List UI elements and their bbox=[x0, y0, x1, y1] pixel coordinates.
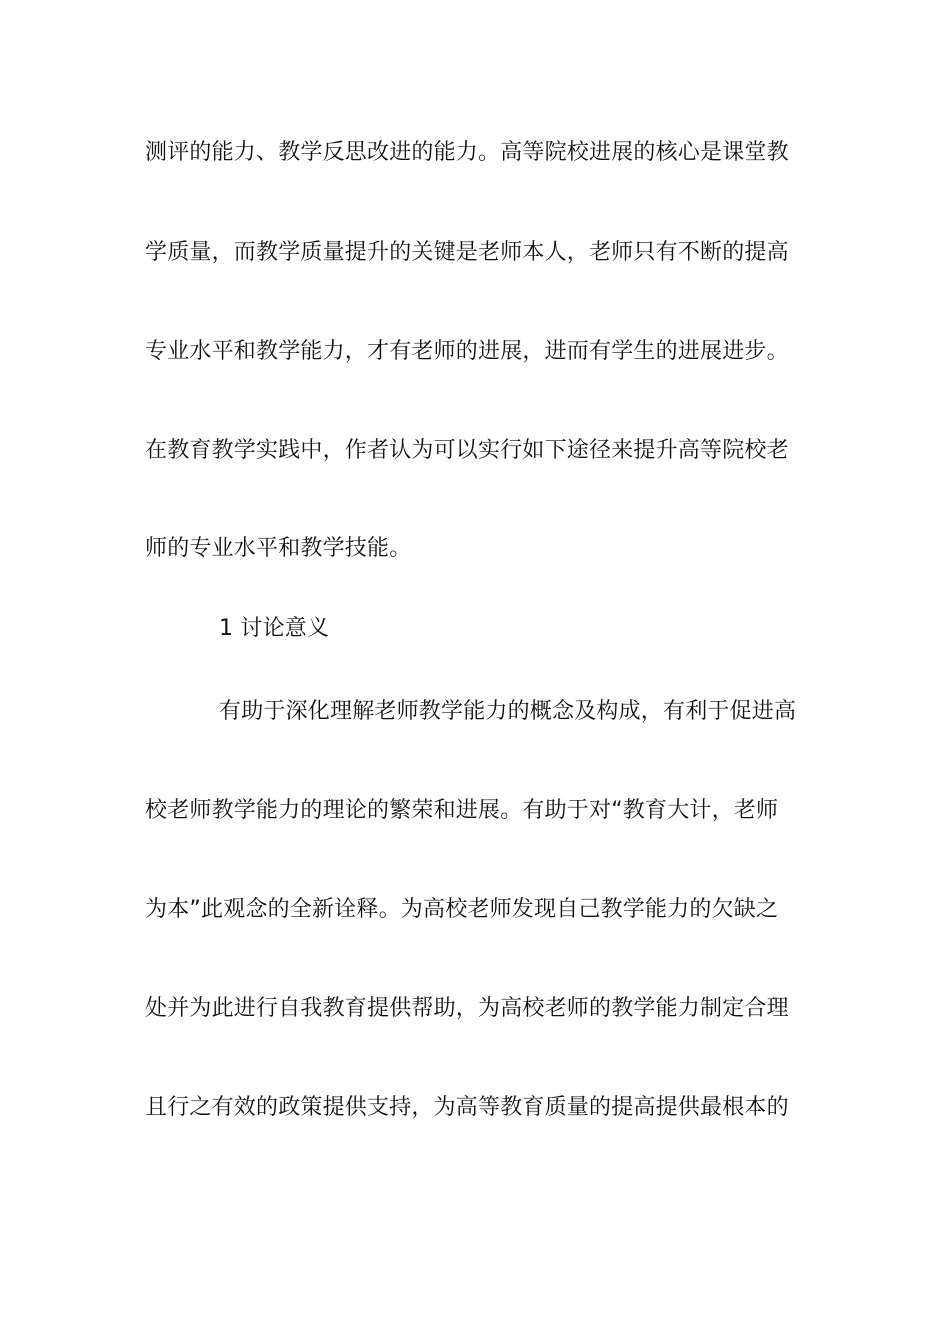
paragraph-line: 师的专业水平和教学技能。 bbox=[145, 536, 412, 561]
paragraph-line: 为本”此观念的全新诠释。为高校老师发现自己教学能力的欠缺之 bbox=[145, 897, 779, 922]
paragraph-line: 校老师教学能力的理论的繁荣和进展。有助于对“教育大计，老师 bbox=[145, 798, 779, 823]
paragraph-line: 专业水平和教学能力，才有老师的进展，进而有学生的进展进步。 bbox=[145, 339, 789, 364]
paragraph-line: 测评的能力、教学反思改进的能力。高等院校进展的核心是课堂教 bbox=[145, 140, 789, 165]
paragraph-line: 有助于深化理解老师教学能力的概念及构成，有利于促进高 bbox=[219, 699, 797, 724]
paragraph-line: 在教育教学实践中，作者认为可以实行如下途径来提升高等院校老 bbox=[145, 438, 789, 463]
paragraph-line: 且行之有效的政策提供支持，为高等教育质量的提高提供最根本的 bbox=[145, 1095, 789, 1120]
paragraph-line: 处并为此进行自我教育提供帮助，为高校老师的教学能力制定合理 bbox=[145, 996, 789, 1021]
paragraph-line: 学质量，而教学质量提升的关键是老师本人，老师只有不断的提高 bbox=[145, 240, 789, 265]
section-heading: 1 讨论意义 bbox=[219, 616, 330, 641]
